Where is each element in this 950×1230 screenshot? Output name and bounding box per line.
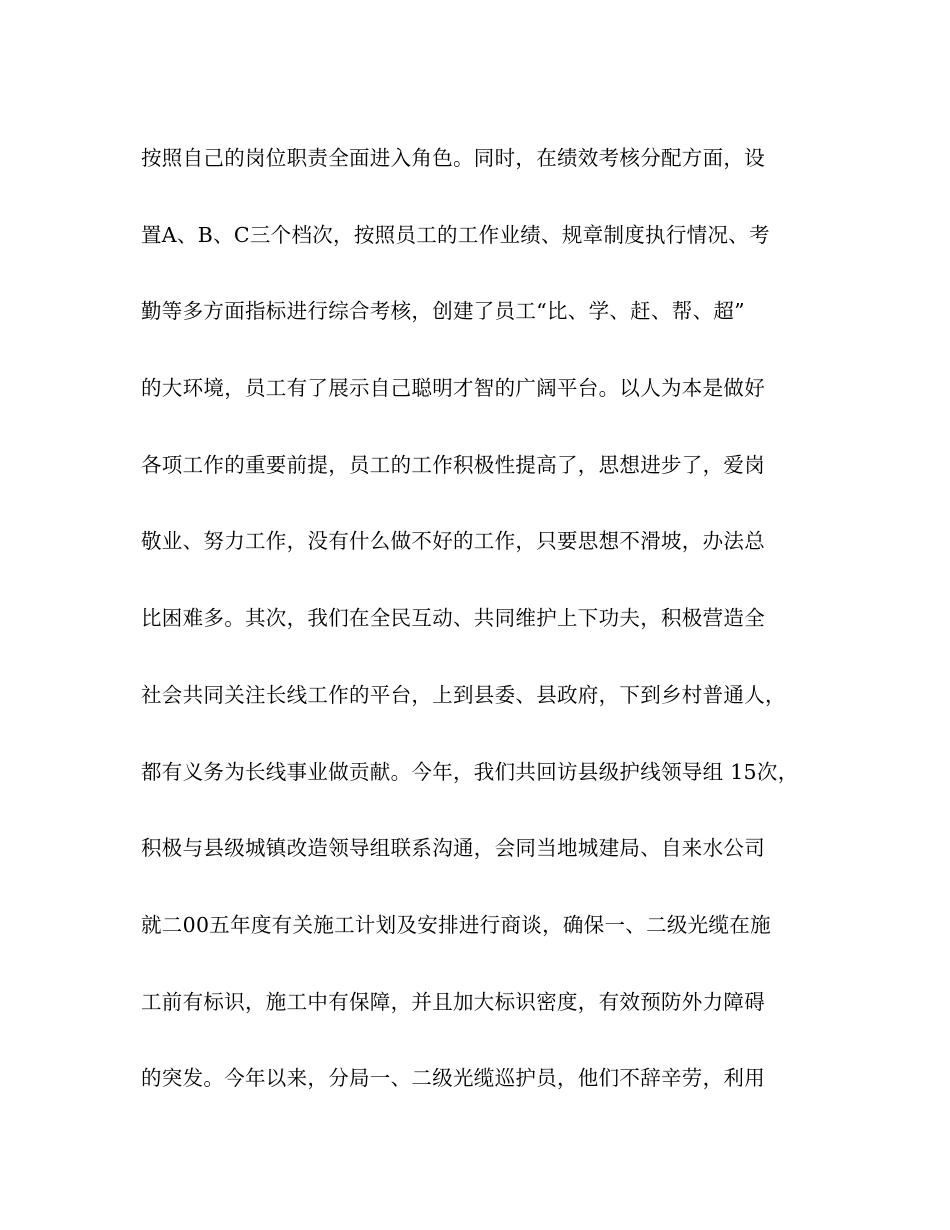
text-line-11: 就二00五年度有关施工计划及安排进行商谈，确保一、二级光缆在施 xyxy=(141,912,771,937)
text-line-4: 的大环境，员工有了展示自己聪明才智的广阔平台。以人为本是做好 xyxy=(141,376,765,401)
text-line-8: 社会共同关注长线工作的平台，上到县委、县政府，下到乡村普通人， xyxy=(141,682,786,707)
text-line-6: 敬业、努力工作，没有什么做不好的工作，只要思想不滑坡，办法总 xyxy=(141,529,765,554)
text-line-10: 积极与县级城镇改造领导组联系沟通，会同当地城建局、自来水公司 xyxy=(141,836,765,861)
text-line-5: 各项工作的重要前提，员工的工作积极性提高了，思想进步了，爱岗 xyxy=(141,452,765,477)
text-line-12: 工前有标识，施工中有保障，并且加大标识密度，有效预防外力障碍 xyxy=(141,989,765,1014)
body-text xyxy=(141,138,841,1135)
text-line-9: 都有义务为长线事业做贡献。今年，我们共回访县级护线领导组 15次， xyxy=(141,759,799,784)
text-line-1: 按照自己的岗位职责全面进入角色。同时，在绩效考核分配方面，设 xyxy=(141,146,765,170)
text-line-2: 置A、B、C三个档次，按照员工的工作业绩、规章制度执行情况、考 xyxy=(141,222,770,247)
text-line-7: 比困难多。其次，我们在全民互动、共同维护上下功夫，积极营造全 xyxy=(141,606,765,631)
text-line-3: 勤等多方面指标进行综合考核，创建了员工“比、学、赶、帮、超” xyxy=(141,299,745,324)
text-line-13: 的突发。今年以来，分局一、二级光缆巡护员，他们不辞辛劳，利用 xyxy=(141,1066,765,1091)
